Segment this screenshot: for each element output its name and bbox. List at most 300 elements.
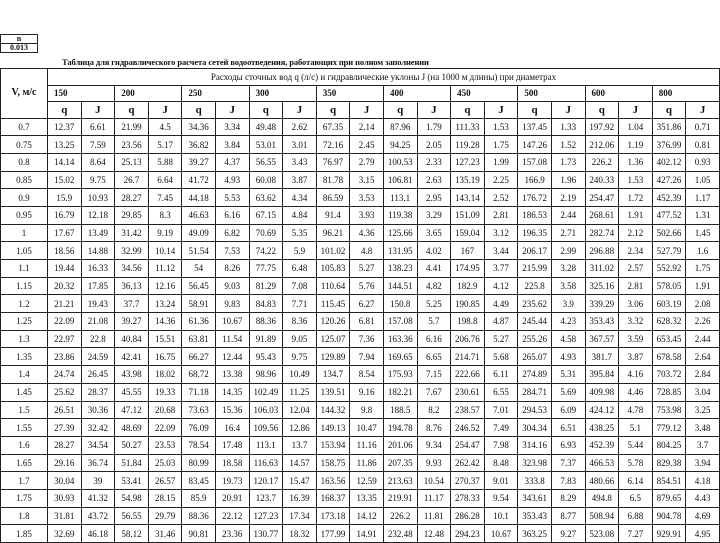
slope-cell: 14.91 [350,525,384,543]
flow-cell: 39.27 [182,153,216,171]
flow-cell: 113.1 [249,436,283,454]
slope-cell: 1.6 [686,242,720,260]
slope-cell: 4.95 [686,525,720,543]
slope-cell: 3.48 [686,419,720,437]
table-row [1,136,720,154]
slope-cell: 5.7 [417,313,451,331]
velocity-cell: 1.3 [1,330,48,348]
flow-cell: 26.7 [115,171,149,189]
flow-cell: 201.06 [383,436,417,454]
flow-cell: 22.97 [48,330,82,348]
slope-cell: 14.12 [350,507,384,525]
slope-cell: 13.7 [283,436,317,454]
flow-cell: 45.55 [115,383,149,401]
diameter-header: 300 [249,85,316,102]
slope-cell: 13.49 [81,224,115,242]
flow-cell: 127.23 [451,153,485,171]
slope-cell: 46.18 [81,525,115,543]
slope-cell: 7.45 [148,189,182,207]
slope-cell: 1.91 [619,206,653,224]
flow-cell: 182.9 [451,277,485,295]
flow-cell: 29.16 [48,454,82,472]
slope-cell: 5.17 [148,136,182,154]
flow-cell: 144.32 [316,401,350,419]
flow-cell: 22.09 [48,313,82,331]
slope-cell: 34.54 [81,436,115,454]
flow-cell: 278.33 [451,489,485,507]
slope-cell: 11.25 [283,383,317,401]
flow-cell: 54.98 [115,489,149,507]
flow-header: q [182,102,216,119]
flow-cell: 41.72 [182,171,216,189]
slope-cell: 8.76 [417,419,451,437]
slope-cell: 6.64 [148,171,182,189]
slope-cell: 11.54 [215,330,249,348]
slope-cell: 31.46 [148,525,182,543]
slope-cell: 10.67 [215,313,249,331]
table-row [1,507,720,525]
flow-cell: 157.08 [518,153,552,171]
slope-cell: 16.4 [215,419,249,437]
slope-cell: 0.81 [686,136,720,154]
slope-cell: 7.53 [215,242,249,260]
flow-cell: 168.37 [316,489,350,507]
table-row [1,348,720,366]
slope-cell: 6.11 [484,366,518,384]
flow-cell: 163.36 [383,330,417,348]
flow-cell: 63.62 [249,189,283,207]
flow-cell: 54 [182,260,216,278]
flow-cell: 129.89 [316,348,350,366]
velocity-cell: 0.75 [1,136,48,154]
slope-cell: 22.8 [81,330,115,348]
slope-cell: 17.48 [215,436,249,454]
flow-header: q [316,102,350,119]
flow-header: q [518,102,552,119]
flow-cell: 363.25 [518,525,552,543]
flow-header: q [249,102,283,119]
velocity-cell: 1.7 [1,472,48,490]
flow-cell: 95.43 [249,348,283,366]
slope-cell: 2.63 [417,171,451,189]
slope-cell: 3.58 [551,277,585,295]
table-row [1,401,720,419]
velocity-cell: 0.7 [1,118,48,136]
slope-cell: 5.44 [619,436,653,454]
slope-cell: 4.78 [619,401,653,419]
slope-cell: 4.41 [417,260,451,278]
slope-cell: 6.27 [350,295,384,313]
flow-cell: 36.82 [182,136,216,154]
slope-header: J [148,102,182,119]
flow-header: q [115,102,149,119]
flow-cell: 477.52 [652,206,686,224]
flow-cell: 90.81 [182,525,216,543]
flow-cell: 20.32 [48,277,82,295]
flow-cell: 15.02 [48,171,82,189]
table-row [1,454,720,472]
velocity-cell: 0.85 [1,171,48,189]
slope-header: J [551,102,585,119]
flow-cell: 294.53 [518,401,552,419]
flow-cell: 21.99 [115,118,149,136]
flow-cell: 157.08 [383,313,417,331]
slope-header: J [283,102,317,119]
slope-cell: 5.88 [148,153,182,171]
flow-cell: 254.47 [585,189,619,207]
flow-cell: 232.48 [383,525,417,543]
flow-cell: 653.45 [652,330,686,348]
table-row [1,419,720,437]
flow-cell: 30.93 [48,489,82,507]
flow-cell: 628.32 [652,313,686,331]
velocity-cell: 1.1 [1,260,48,278]
flow-cell: 246.52 [451,419,485,437]
slope-cell: 4.02 [417,242,451,260]
slope-cell: 2.44 [686,330,720,348]
slope-cell: 11.81 [417,507,451,525]
slope-cell: 15.36 [215,401,249,419]
slope-cell: 9.03 [215,277,249,295]
velocity-cell: 1.4 [1,366,48,384]
slope-cell: 3.44 [484,242,518,260]
flow-cell: 753.98 [652,401,686,419]
flow-cell: 24.74 [48,366,82,384]
flow-cell: 147.26 [518,136,552,154]
slope-cell: 19.43 [81,295,115,313]
slope-header: J [417,102,451,119]
slope-cell: 8.64 [81,153,115,171]
flow-cell: 929.91 [652,525,686,543]
flow-cell: 343.61 [518,489,552,507]
table-row [1,242,720,260]
flow-cell: 94.25 [383,136,417,154]
flow-cell: 311.02 [585,260,619,278]
flow-cell: 44.18 [182,189,216,207]
slope-cell: 3.77 [484,260,518,278]
flow-cell: 150.8 [383,295,417,313]
flow-cell: 67.15 [249,206,283,224]
flow-cell: 274.89 [518,366,552,384]
flow-cell: 84.83 [249,295,283,313]
flow-cell: 169.65 [383,348,417,366]
flow-cell: 23.86 [48,348,82,366]
slope-cell: 5.27 [350,260,384,278]
velocity-cell: 1.75 [1,489,48,507]
flow-cell: 367.57 [585,330,619,348]
slope-cell: 4.36 [350,224,384,242]
flow-cell: 77.75 [249,260,283,278]
flow-cell: 120.26 [316,313,350,331]
flow-cell: 68.72 [182,366,216,384]
slope-header: J [619,102,653,119]
slope-cell: 7.36 [350,330,384,348]
slope-cell: 8.48 [484,454,518,472]
slope-cell: 7.67 [417,383,451,401]
slope-cell: 9.05 [283,330,317,348]
flow-cell: 135.19 [451,171,485,189]
velocity-cell: 1.15 [1,277,48,295]
flow-cell: 138.23 [383,260,417,278]
flow-cell: 214.71 [451,348,485,366]
flow-cell: 105.83 [316,260,350,278]
flow-cell: 58.91 [182,295,216,313]
slope-cell: 5.9 [283,242,317,260]
slope-cell: 3.94 [686,454,720,472]
flow-cell: 381.7 [585,348,619,366]
slope-header: J [215,102,249,119]
flow-cell: 137.45 [518,118,552,136]
hydraulic-table [0,68,720,543]
group-header: Расходы сточных вод q (л/с) и гидравлические уклоны J (на 1000 м длины) при диаметрах [48,69,720,86]
table-row [1,436,720,454]
table-row [1,189,720,207]
slope-cell: 10.49 [283,366,317,384]
slope-cell: 36.74 [81,454,115,472]
slope-cell: 4.34 [283,189,317,207]
slope-cell: 19.73 [215,472,249,490]
flow-cell: 177.99 [316,525,350,543]
slope-cell: 1.72 [619,189,653,207]
velocity-cell: 1.2 [1,295,48,313]
flow-cell: 238.57 [451,401,485,419]
slope-cell: 5.68 [484,348,518,366]
slope-cell: 9.01 [484,472,518,490]
flow-cell: 139.51 [316,383,350,401]
slope-cell: 13.35 [350,489,384,507]
slope-cell: 7.98 [484,436,518,454]
slope-cell: 3.59 [619,330,653,348]
flow-cell: 703.72 [652,366,686,384]
slope-cell: 14.36 [148,313,182,331]
slope-header: J [686,102,720,119]
slope-cell: 4.43 [686,489,720,507]
slope-cell: 2.79 [350,153,384,171]
slope-cell: 2.64 [686,348,720,366]
flow-cell: 174.95 [451,260,485,278]
slope-cell: 3.53 [350,189,384,207]
slope-cell: 7.49 [484,419,518,437]
flow-cell: 63.81 [182,330,216,348]
flow-cell: 27.39 [48,419,82,437]
slope-cell: 4.46 [619,383,653,401]
flow-cell: 25.62 [48,383,82,401]
flow-cell: 81.29 [249,277,283,295]
slope-cell: 1.33 [551,118,585,136]
flow-cell: 395.84 [585,366,619,384]
diameter-header: 800 [652,85,719,102]
flow-cell: 186.53 [518,206,552,224]
slope-cell: 10.67 [484,525,518,543]
flow-cell: 86.59 [316,189,350,207]
flow-cell: 854.51 [652,472,686,490]
slope-cell: 6.82 [215,224,249,242]
slope-cell: 5.78 [619,454,653,472]
slope-cell: 8.77 [551,507,585,525]
velocity-cell: 1.5 [1,401,48,419]
table-row [1,206,720,224]
diameter-header: 450 [451,85,518,102]
slope-cell: 2.52 [484,189,518,207]
flow-cell: 779.12 [652,419,686,437]
slope-cell: 13.24 [148,295,182,313]
velocity-cell: 1.45 [1,383,48,401]
flow-cell: 15.9 [48,189,82,207]
slope-cell: 3.43 [283,153,317,171]
slope-cell: 18.02 [148,366,182,384]
flow-cell: 18.56 [48,242,82,260]
slope-cell: 1.99 [484,153,518,171]
flow-cell: 116.63 [249,454,283,472]
slope-cell: 2.26 [686,313,720,331]
flow-cell: 188.5 [383,401,417,419]
slope-cell: 3.9 [551,295,585,313]
flow-cell: 78.54 [182,436,216,454]
slope-cell: 11.16 [350,436,384,454]
slope-cell: 11.86 [350,454,384,472]
slope-cell: 3.25 [686,401,720,419]
flow-cell: 452.39 [585,436,619,454]
slope-cell: 19.33 [148,383,182,401]
flow-cell: 56.55 [115,507,149,525]
slope-cell: 16.33 [81,260,115,278]
flow-cell: 106.03 [249,401,283,419]
slope-cell: 7.59 [81,136,115,154]
slope-cell: 7.27 [619,525,653,543]
slope-cell: 9.8 [350,401,384,419]
slope-cell: 3.65 [417,224,451,242]
flow-cell: 53.01 [249,136,283,154]
slope-cell: 41.32 [81,489,115,507]
slope-cell: 43.72 [81,507,115,525]
velocity-cell: 1.35 [1,348,48,366]
slope-cell: 6.65 [417,348,451,366]
slope-cell: 1.75 [686,260,720,278]
flow-cell: 88.36 [182,507,216,525]
flow-cell: 30.04 [48,472,82,490]
flow-cell: 73.63 [182,401,216,419]
flow-cell: 28.27 [115,189,149,207]
slope-cell: 10.93 [81,189,115,207]
flow-cell: 728.85 [652,383,686,401]
slope-cell: 12.86 [283,419,317,437]
flow-header: q [451,102,485,119]
slope-cell: 9.19 [148,224,182,242]
roughness-label: n [1,35,37,44]
flow-cell: 32.99 [115,242,149,260]
slope-cell: 2.05 [417,136,451,154]
flow-cell: 25.13 [115,153,149,171]
slope-cell: 2.33 [417,153,451,171]
velocity-cell: 1 [1,224,48,242]
flow-cell: 144.51 [383,277,417,295]
flow-cell: 14.14 [48,153,82,171]
flow-cell: 427.26 [652,171,686,189]
flow-cell: 265.07 [518,348,552,366]
slope-cell: 9.34 [417,436,451,454]
flow-cell: 51.84 [115,454,149,472]
flow-cell: 304.34 [518,419,552,437]
flow-cell: 56.45 [182,277,216,295]
flow-cell: 262.42 [451,454,485,472]
flow-cell: 17.67 [48,224,82,242]
flow-cell: 130.77 [249,525,283,543]
flow-cell: 102.49 [249,383,283,401]
flow-cell: 66.27 [182,348,216,366]
flow-cell: 19.44 [48,260,82,278]
flow-cell: 182.21 [383,383,417,401]
slope-cell: 18.32 [283,525,317,543]
slope-cell: 12.48 [417,525,451,543]
slope-cell: 30.36 [81,401,115,419]
flow-header: q [383,102,417,119]
slope-cell: 15.51 [148,330,182,348]
flow-cell: 39.27 [115,313,149,331]
flow-cell: 245.44 [518,313,552,331]
slope-cell: 25.03 [148,454,182,472]
flow-cell: 125.66 [383,224,417,242]
flow-cell: 134.7 [316,366,350,384]
slope-cell: 3.32 [619,313,653,331]
slope-cell: 2.95 [417,189,451,207]
slope-cell: 26.45 [81,366,115,384]
slope-cell: 5.25 [417,295,451,313]
flow-cell: 131.95 [383,242,417,260]
flow-cell: 268.61 [585,206,619,224]
flow-cell: 166.9 [518,171,552,189]
slope-cell: 6.51 [551,419,585,437]
slope-cell: 6.93 [551,436,585,454]
flow-cell: 438.25 [585,419,619,437]
slope-cell: 3.34 [215,118,249,136]
slope-cell: 9.54 [484,489,518,507]
slope-cell: 6.16 [417,330,451,348]
table-row [1,489,720,507]
slope-cell: 4.18 [686,472,720,490]
slope-cell: 0.71 [686,118,720,136]
flow-cell: 254.47 [451,436,485,454]
flow-cell: 143.14 [451,189,485,207]
slope-cell: 1.31 [686,206,720,224]
slope-cell: 7.37 [551,454,585,472]
velocity-cell: 0.95 [1,206,48,224]
slope-cell: 4.16 [619,366,653,384]
flow-cell: 215.99 [518,260,552,278]
slope-cell: 15.47 [283,472,317,490]
flow-cell: 240.33 [585,171,619,189]
flow-cell: 494.8 [585,489,619,507]
slope-cell: 23.36 [215,525,249,543]
velocity-header: V, м/с [1,69,48,119]
slope-cell: 4.93 [551,348,585,366]
slope-cell: 22.12 [215,507,249,525]
flow-cell: 48.69 [115,419,149,437]
flow-cell: 527.79 [652,242,686,260]
table-row [1,313,720,331]
flow-cell: 12.37 [48,118,82,136]
flow-cell: 206.76 [451,330,485,348]
slope-header: J [350,102,384,119]
slope-cell: 6.88 [619,507,653,525]
flow-cell: 603.19 [652,295,686,313]
flow-cell: 85.9 [182,489,216,507]
flow-cell: 198.8 [451,313,485,331]
flow-cell: 83.45 [182,472,216,490]
velocity-cell: 1.6 [1,436,48,454]
table-row [1,171,720,189]
slope-cell: 2.62 [283,118,317,136]
flow-cell: 523.08 [585,525,619,543]
